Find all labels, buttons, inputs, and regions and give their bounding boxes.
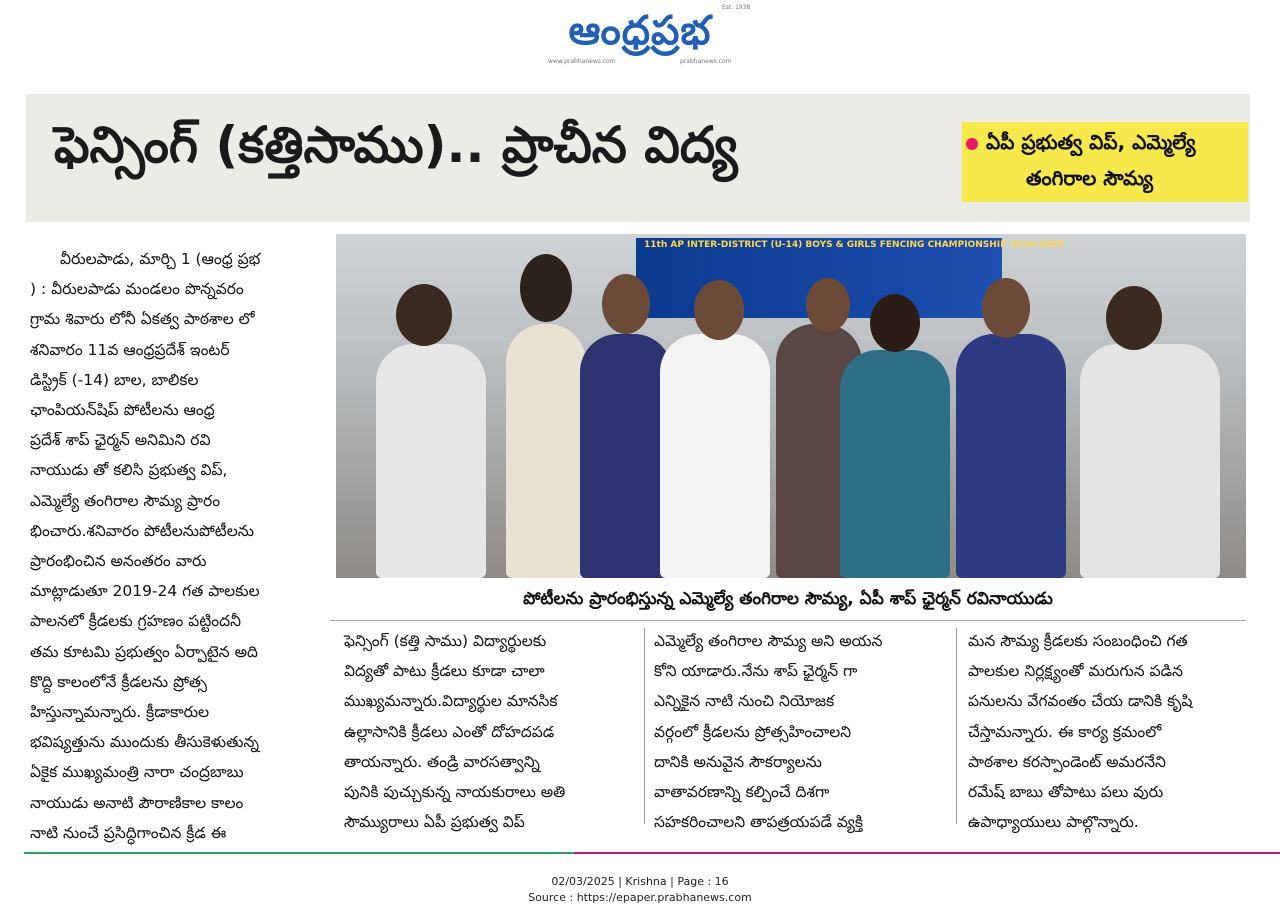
text-line: భించారు.శనివారం పోటీలనుపోటీలను [30,521,254,540]
photo-person-head [520,254,572,322]
text-line: శనివారం 11వ ఆంధ్రప్రదేశ్ ఇంటర్ [30,340,230,359]
text-line: గ్రామ శివారు లోనీ ఏకత్వ పాఠశాల లో [30,310,255,329]
text-line: ఫెన్సింగ్ (కత్తి సాము) విద్యార్థులకు [344,632,547,650]
text-line: తమ కూటమి ప్రభుత్వం ఏర్పాటైన అది [30,642,258,661]
text-line: తాయన్నారు. తండ్రి వారసత్వాన్ని [344,752,540,771]
newspaper-logo: ఆంధ్రప్రభ [568,8,712,54]
bottom-rule-green [24,852,574,854]
text-line: చేస్తామన్నారు. ఈ కార్య క్రమంలో [968,722,1162,741]
logo-tagline-left: www.prabhanews.com [548,58,616,65]
text-line: భవిష్యత్తును ముందుకు తీసుకెళుతున్న [30,733,260,752]
article-column-3 [654,626,946,837]
banner-text: 11th AP INTER-DISTRICT (U-14) BOYS & GIRLS FENCING CHAMPIONSHIP 2024-2025 [644,240,1064,250]
text-line: విద్యతో పాటు క్రీడలు కూడా చాలా [344,662,545,681]
bullet-icon [966,138,978,150]
article-column-2 [344,626,636,837]
masthead [0,0,1280,80]
text-line: సౌమ్యురాలు ఏపీ ప్రభుత్వ విప్ [344,813,525,832]
photo-person [956,334,1066,578]
text-line: రమేష్ బాబు తోపాటు పలు వురు [968,783,1164,802]
article-column-4 [968,626,1248,837]
photo-person-head [982,278,1030,338]
byline-line-1: ఏపీ ప్రభుత్వ విప్, ఎమ్మెల్యే [986,130,1196,154]
photo-person-head [694,280,744,340]
photo-person-head [396,284,452,346]
text-line: నాయుడు అనాటి పౌరాణికాల కాలం [30,793,244,812]
byline-box [962,122,1248,202]
text-line: ఏకైక ముఖ్యమంత్రి నారా చంద్రబాబు [30,763,244,782]
text-line: ప్రారంభించిన అనంతరం వారు [30,552,207,571]
bottom-rule-magenta [574,852,1280,854]
text-line: ఎమ్మెల్యే తంగిరాల సౌమ్య ప్రారం [30,491,221,510]
text-line: కొద్ది కాలంలోనే క్రీడలను ప్రోత్స [30,672,207,691]
text-line: ) : వీరులపాడు మండలం పొన్నవరం [30,280,244,299]
headline-band [26,94,1250,222]
photo-caption: పోటీలను ప్రారంభిస్తున్న ఎమ్మెల్యే తంగిరాల సౌమ్య, ఏపీ శాప్ ఛైర్మన్ రవినాయుడు [523,589,1053,609]
column-divider [644,628,645,824]
logo-tagline-right: prabhanews.com [680,58,732,65]
text-line: నాటి నుంచే ప్రసిద్ధిగాంచిన క్రీడ ఈ [30,823,227,842]
photo-person-head [870,294,920,352]
text-line: వాతావరణాన్ని కల్పించే దిశగా [654,783,830,802]
text-line: ఉపాధ్యాయులు పాల్గొన్నారు. [968,813,1139,832]
photo-person-head [602,274,650,334]
text-line: పాలకుల నిర్లక్ష్యంతో మరుగున పడిన [968,662,1183,681]
article-headline: ఫెన్సింగ్ (కత్తిసాము).. ప్రాచీన విద్య [54,116,738,174]
text-line: హిస్తున్నామన్నారు. క్రీడాకారుల [30,703,210,722]
text-line: మన సౌమ్య క్రీడలకు సంబంధించి గత [968,632,1188,650]
photo-person-head [1106,286,1162,350]
text-line: పనులను వేగవంతం చేయ డానికి కృషి [968,692,1193,711]
footer-date-edition: 02/03/2025 | Krishna | Page : 16 [551,875,729,888]
text-line: డిస్ట్రిక్ (-14) బాల, బాలికల [30,370,199,389]
text-line: సహకరించాలని తాపత్రయపడే వ్యక్తి [654,813,863,832]
photo-person [506,324,586,578]
text-line: ముఖ్యమన్నారు.విద్యార్థుల మానసిక [344,692,558,711]
photo-person [840,350,950,578]
footer-source: Source : https://epaper.prabhanews.com [528,891,752,904]
event-photo [336,234,1246,578]
text-line: పాఠశాల కరస్పాండెంట్ అమరనేని [968,752,1166,771]
text-line: ఎన్నికైన నాటి నుంచి నియోజక [654,692,835,711]
article-column-left [30,244,312,848]
photo-person [660,334,770,578]
text-line: మాట్లాడుతూ 2019-24 గత పాలకుల [30,582,260,601]
photo-person [580,334,672,578]
text-line: ఛాంపియన్‌షిప్ పోటీలను ఆంధ్ర [30,401,215,420]
text-line: ప్రదేశ్ శాప్ ఛైర్మన్ అనిమిని రవి [30,431,211,450]
text-line: కోని యాడారు.నేను శాప్ ఛైర్మన్ గా [654,662,858,681]
text-line: నాయుడు తో కలిసి ప్రభుత్వ విప్, [30,461,228,480]
text-line: పునికి పుచ్చుకున్న నాయకురాలు అతి [344,783,566,802]
byline-line-2: తంగిరాల సౌమ్య [1026,166,1154,190]
text-line: ఎమ్మెల్యే తంగిరాల సౌమ్య అని అయన [654,632,883,650]
photo-person [376,344,486,578]
text-line: వర్గంలో క్రీడలను ప్రోత్సహించాలని [654,722,852,741]
logo-est: Est. 1938 [722,4,751,11]
column-divider [956,628,957,824]
text-line: పాలనలో క్రీడలకు గ్రహణం పట్టిందనీ [30,612,241,631]
text-line: దానికి అనువైన సౌకర్యాలను [654,752,822,771]
photo-person-head [806,278,850,332]
caption-rule [330,620,1246,621]
text-line: ఉల్లాసానికి క్రీడలు ఎంతో దోహదపడ [344,722,555,741]
photo-person [1080,344,1220,578]
text-line: వీరులపాడు, మార్చి 1 (ఆంధ్ర ప్రభ [60,250,261,268]
